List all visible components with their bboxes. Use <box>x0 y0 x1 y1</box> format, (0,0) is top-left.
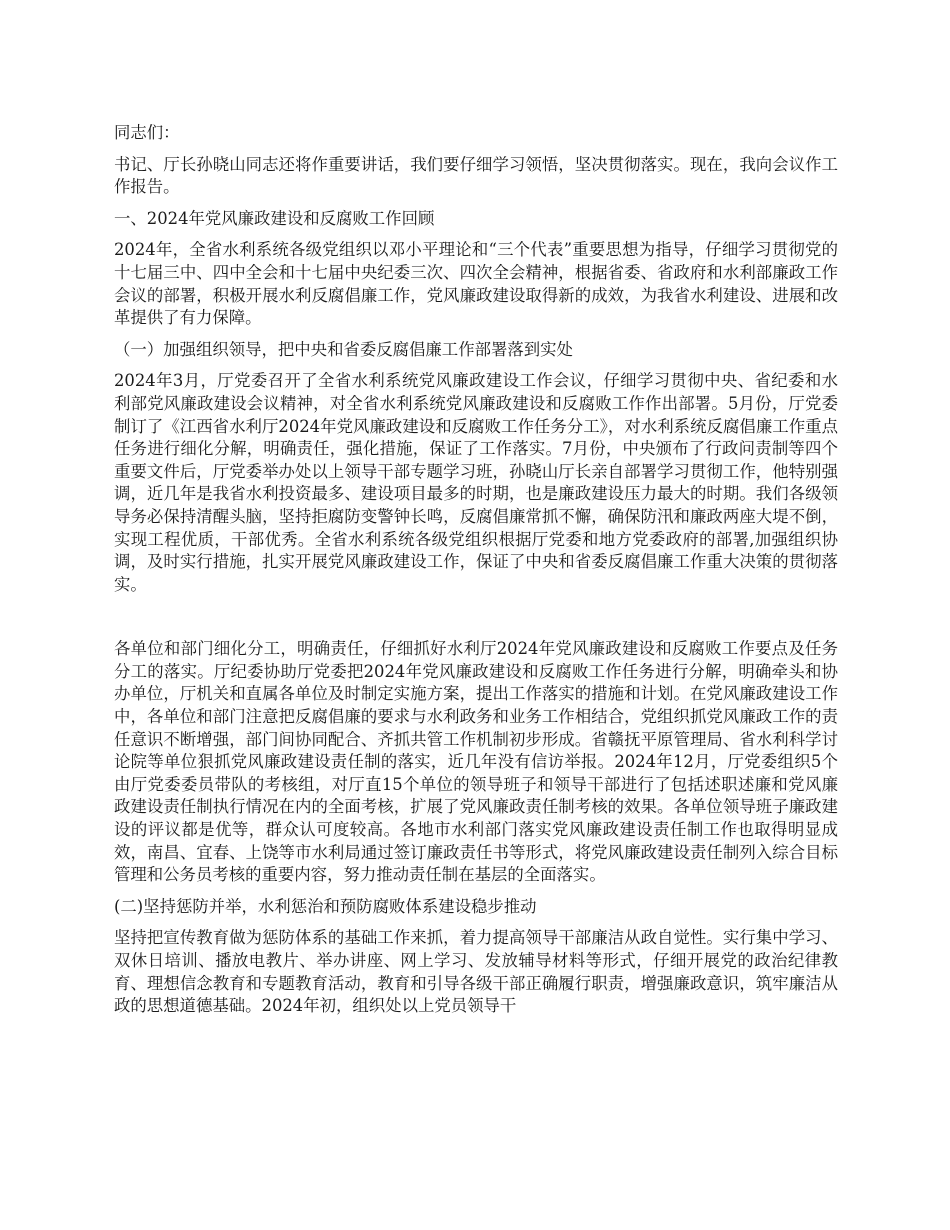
subsection-1-paragraph-1: 2024年3月，厅党委召开了全省水利系统党风廉政建设工作会议，仔细学习贯彻中央、省纪委和水利部党风廉政建设会议精神，对全省水利系统党风廉政建设和反腐败工作作出部署。5月份，厅党委制订了《江西省水利厅2024年党风廉政建设和反腐败工作任务分工》，对水利系统反腐倡廉工作重点任务进行细化分解，明确责任，强化措施，保证了工作落实。7月份，中央颁布了行政问责制等四个重要文件后，厅党委举办处以上领导干部专题学习班，孙晓山厅长亲自部署学习贯彻工作，他特别强调，近几年是我省水利投资最多、建设项目最多的时期，也是廉政建设压力最大的时期。我们各级领导务必保持清醒头脑，坚持拒腐防变警钟长鸣，反腐倡廉常抓不懈，确保防汛和廉政两座大堤不倒，实现工程优质，干部优秀。全省水利系统各级党组织根据厅党委和地方党委政府的部署,加强组织协调，及时实行措施，扎实开展党风廉政建设工作，保证了中央和省委反腐倡廉工作重大决策的贯彻落实。 <box>114 371 838 594</box>
section-1-heading: 一、2024年党风廉政建设和反腐败工作回顾 <box>114 208 435 228</box>
salutation: 同志们： <box>114 123 180 142</box>
subsection-2-paragraph: 坚持把宣传教育做为惩防体系的基础工作来抓，着力提高领导干部廉洁从政自觉性。实行集中学习、双休日培训、播放电教片、举办讲座、网上学习、发放辅导材料等形式，仔细开展党的政治纪律教育、理想信念教育和专题教育活动，教育和引导各级干部正确履行职责，增强廉政意识，筑牢廉洁从政的思想道德基础。2024年初，组织处以上党员领导干 <box>114 928 838 1016</box>
intro-paragraph: 书记、厅长孙晓山同志还将作重要讲话，我们要仔细学习领悟，坚决贯彻落实。现在，我向会议作工作报告。 <box>114 154 838 197</box>
section-1-paragraph: 2024年，全省水利系统各级党组织以邓小平理论和“三个代表”重要思想为指导，仔细学习贯彻党的十七届三中、四中全会和十七届中央纪委三次、四次全会精神，根据省委、省政府和水利部廉政工作会议的部署，积极开展水利反腐倡廉工作，党风廉政建设取得新的成效，为我省水利建设、进展和改革提供了有力保障。 <box>114 240 838 328</box>
document-page <box>114 122 838 1027</box>
subsection-1-paragraph-2: 各单位和部门细化分工，明确责任，仔细抓好水利厅2024年党风廉政建设和反腐败工作要点及任务分工的落实。厅纪委协助厅党委把2024年党风廉政建设和反腐败工作任务进行分解，明确牵头和协办单位，厅机关和直属各单位及时制定实施方案，提出工作落实的措施和计划。在党风廉政建设工作中，各单位和部门注意把反腐倡廉的要求与水利政务和业务工作相结合，党组织抓党风廉政工作的责任意识不断增强，部门间协同配合、齐抓共管工作机制初步形成。省赣抚平原管理局、省水利科学讨论院等单位狠抓党风廉政建设责任制的落实，近几年没有信访举报。2024年12月，厅党委组织5个由厅党委委员带队的考核组，对厅直15个单位的领导班子和领导干部进行了包括述职述廉和党风廉政建设责任制执行情况在内的全面考核，扩展了党风廉政责任制考核的效果。各单位领导班子廉政建设的评议都是优等，群众认可度较高。各地市水利部门落实党风廉政建设责任制工作也取得明显成效，南昌、宜春、上饶等市水利局通过签订廉政责任书等形式，将党风廉政建设责任制列入综合目标管理和公务员考核的重要内容，努力推动责任制在基层的全面落实。 <box>114 639 838 885</box>
subsection-2-heading: (二)坚持惩防并举，水利惩治和预防腐败体系建设稳步推动 <box>114 896 537 916</box>
subsection-1-heading: （一）加强组织领导，把中央和省委反腐倡廉工作部署落到实处 <box>114 339 573 359</box>
